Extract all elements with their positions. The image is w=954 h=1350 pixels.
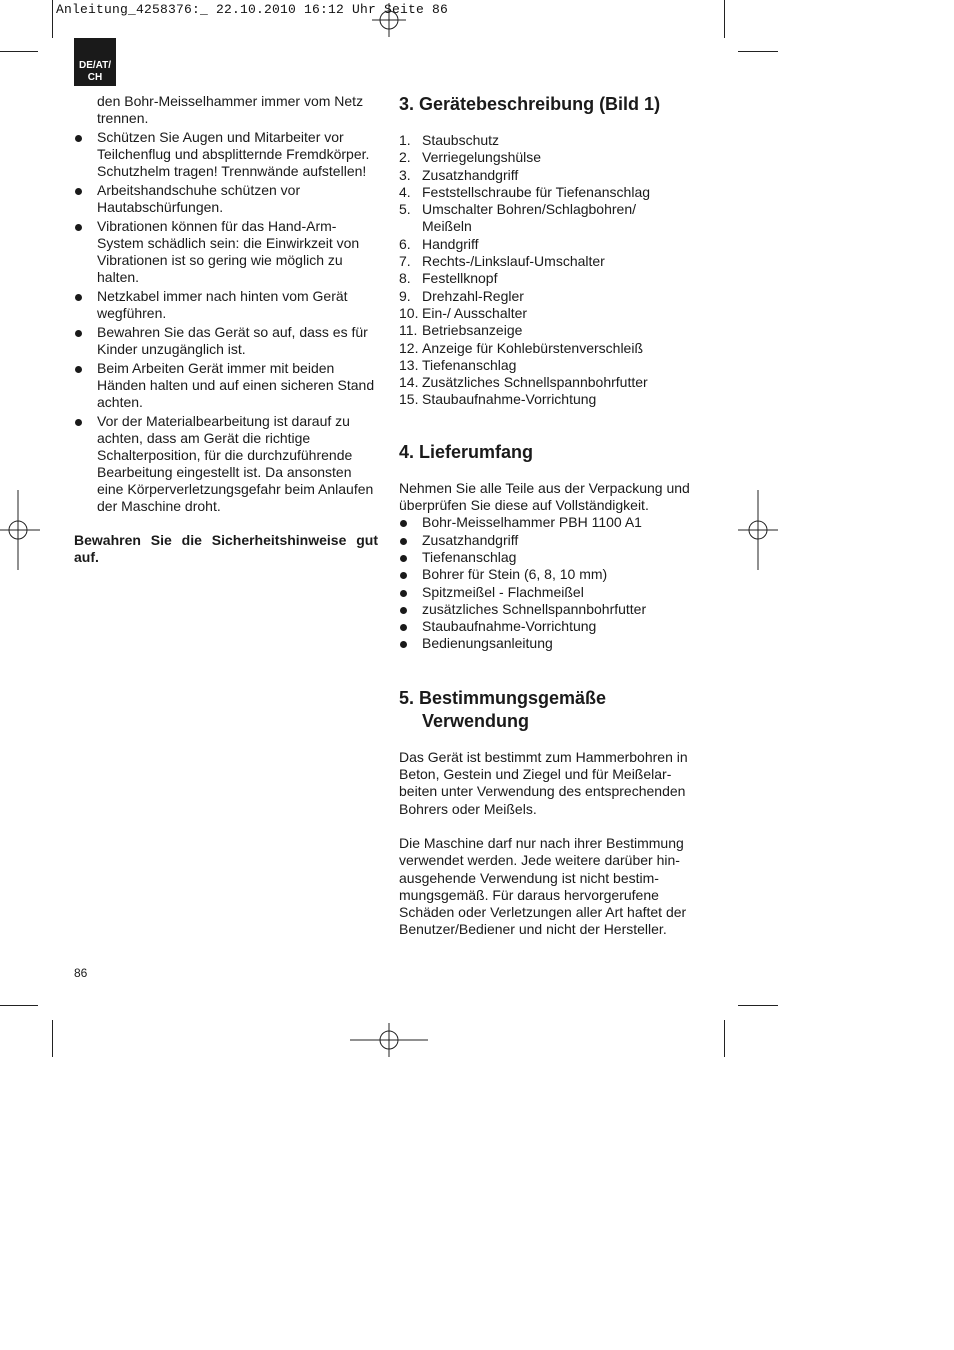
list-item-text: Staubaufnahme-Vorrichtung: [422, 391, 597, 408]
list-item-text: Zusätzliches Schnellspannbohrfutter: [422, 374, 648, 391]
registration-mark-icon: [350, 1023, 428, 1057]
safety-bullet: Netzkabel immer nach hinten vom Gerät wegführen.: [74, 288, 378, 322]
safety-note: Bewahren Sie die Sicherheitshinweise gut auf.: [74, 532, 378, 565]
language-badge-line: CH: [87, 72, 103, 83]
scope-bullet: Tiefenanschlag: [399, 549, 709, 566]
print-slug: Anleitung_4258376:_ 22.10.2010 16:12 Uhr Seite 86: [56, 2, 449, 17]
scope-bullet: Staubaufnahme-Vorrichtung: [399, 618, 709, 635]
list-item-number: 14.: [399, 374, 419, 391]
list-item-number: 4.: [399, 183, 411, 200]
safety-bullet: Bewahren Sie das Gerät so auf, dass es für Kinder unzugänglich ist.: [74, 324, 378, 358]
scope-bullet: Bohr-Meisselhammer PBH 1100 A1: [399, 514, 709, 531]
scope-bullet: Bedienungsanleitung: [399, 635, 709, 652]
list-item-text: Handgriff: [422, 235, 479, 252]
list-item-number: 2.: [399, 149, 411, 166]
list-item: [399, 184, 709, 201]
usage-paragraph: Die Maschine darf nur nach ihrer Bestimmung verwendet werden. Jede weitere darüber hin- ausgehende Verwendung ist nicht bestim- mungsgemäß. Für daraus hervorgerufene Schäden oder Verletzungen aller Art haftet der Benutzer/Bediener und nicht der Hersteller.: [399, 834, 687, 938]
left-column: [74, 93, 378, 566]
language-badge-line: DE/AT/: [78, 60, 112, 71]
safety-bullet: Schützen Sie Augen und Mitarbeiter vor Teilchenflug und absplitternde Fremdkörper. Schutzhelm tragen! Trennwände aufstellen!: [74, 129, 378, 180]
list-item: [399, 270, 709, 287]
list-item-number: 8.: [399, 270, 411, 287]
section-3-title: 3. Gerätebeschreibung (Bild 1): [399, 94, 661, 114]
list-item: [399, 149, 709, 166]
list-item: [399, 201, 709, 236]
usage-paragraph: Das Gerät ist bestimmt zum Hammerbohren in Beton, Gestein und Ziegel und für Meißelar- beiten unter Verwendung des entsprechenden Bohrers oder Meißels.: [399, 748, 688, 817]
list-item-number: 6.: [399, 235, 411, 252]
crop-mark: [52, 1020, 53, 1057]
list-item-text: Feststellschraube für Tiefenanschlag: [422, 183, 651, 200]
list-item: [399, 374, 709, 391]
list-item-number: 12.: [399, 339, 419, 356]
scope-bullet: zusätzliches Schnellspannbohrfutter: [399, 601, 709, 618]
list-item-text: Rechts-/Linkslauf-Umschalter: [422, 253, 605, 270]
section-4-title: 4. Lieferumfang: [399, 441, 534, 462]
right-column: [399, 93, 709, 939]
parts-list: [399, 132, 709, 409]
list-item-number: 1.: [399, 132, 411, 148]
safety-bullet: Vor der Materialbearbeitung ist darauf zu achten, dass am Gerät die richtige Schalterposition, für die durchzuführende Bearbeitung eingestellt ist. Da ansonsten eine Körperverletzungsgefahr beim Anlaufen der Maschine droht.: [74, 413, 378, 515]
list-item-text: Anzeige für Kohlebürstenverschleiß: [422, 339, 644, 356]
scope-bullet: Spitzmeißel - Flachmeißel: [399, 584, 709, 601]
list-item-text: Drehzahl-Regler: [422, 287, 524, 304]
crop-mark: [52, 0, 53, 38]
section-5-title-line: 5. Bestimmungsgemäße: [399, 687, 607, 708]
scope-bullet: Bohrer für Stein (6, 8, 10 mm): [399, 566, 709, 583]
list-item-number: 10.: [399, 304, 419, 321]
registration-mark-icon: [372, 3, 406, 37]
list-item: [399, 288, 709, 305]
list-item: [399, 253, 709, 270]
list-item-text: Zusatzhandgriff: [422, 166, 519, 183]
safety-bullet: Vibrationen können für das Hand-Arm-System schädlich sein: die Einwirkzeit von Vibrationen ist so gering wie möglich zu halten.: [74, 218, 378, 286]
list-item-number: 13.: [399, 356, 419, 373]
crop-mark: [0, 51, 38, 52]
list-item-number: 9.: [399, 287, 411, 304]
crop-mark: [738, 1005, 778, 1006]
list-item: [399, 132, 709, 149]
list-item: [399, 340, 709, 357]
crop-mark: [738, 51, 778, 52]
language-badge: [74, 38, 116, 86]
continuation-text: den Bohr-Meisselhammer immer vom Netz trennen.: [97, 93, 364, 126]
section-5-title-line: Verwendung: [422, 710, 530, 731]
list-item-text: Festellknopf: [422, 270, 498, 287]
list-item-number: 11.: [399, 322, 418, 339]
scope-bullet: Zusatzhandgriff: [399, 532, 709, 549]
list-item-text: Verriegelungshülse: [422, 149, 542, 166]
crop-mark: [724, 1020, 725, 1057]
list-item-number: 15.: [399, 391, 419, 408]
list-item-text: Staubschutz: [422, 132, 500, 148]
list-item-text: Umschalter Bohren/Schlagbohren/ Meißeln: [422, 201, 637, 235]
page-number: 86: [74, 966, 88, 980]
list-item: [399, 236, 709, 253]
list-item-number: 5.: [399, 201, 411, 218]
crop-mark: [724, 0, 725, 38]
list-item-text: Ein-/ Ausschalter: [422, 304, 528, 321]
list-item-number: 3.: [399, 166, 411, 183]
safety-bullet: Beim Arbeiten Gerät immer mit beiden Händen halten und auf einen sicheren Stand achten.: [74, 360, 378, 411]
list-item-number: 7.: [399, 253, 411, 270]
scope-intro: Nehmen Sie alle Teile aus der Verpackung und überprüfen Sie diese auf Vollständigkeit.: [399, 479, 690, 514]
crop-mark: [0, 1005, 38, 1006]
section-5-title: [399, 687, 709, 733]
list-item-text: Tiefenanschlag: [422, 356, 517, 373]
registration-mark-icon: [738, 490, 778, 570]
safety-bullet: Arbeitshandschuhe schützen vor Hautabschürfungen.: [74, 182, 378, 216]
list-item: [399, 357, 709, 374]
list-item: [399, 167, 709, 184]
list-item-text: Betriebsanzeige: [422, 322, 523, 339]
registration-mark-icon: [0, 490, 40, 570]
list-item: [399, 391, 709, 408]
list-item: [399, 305, 709, 322]
list-item: [399, 322, 709, 339]
